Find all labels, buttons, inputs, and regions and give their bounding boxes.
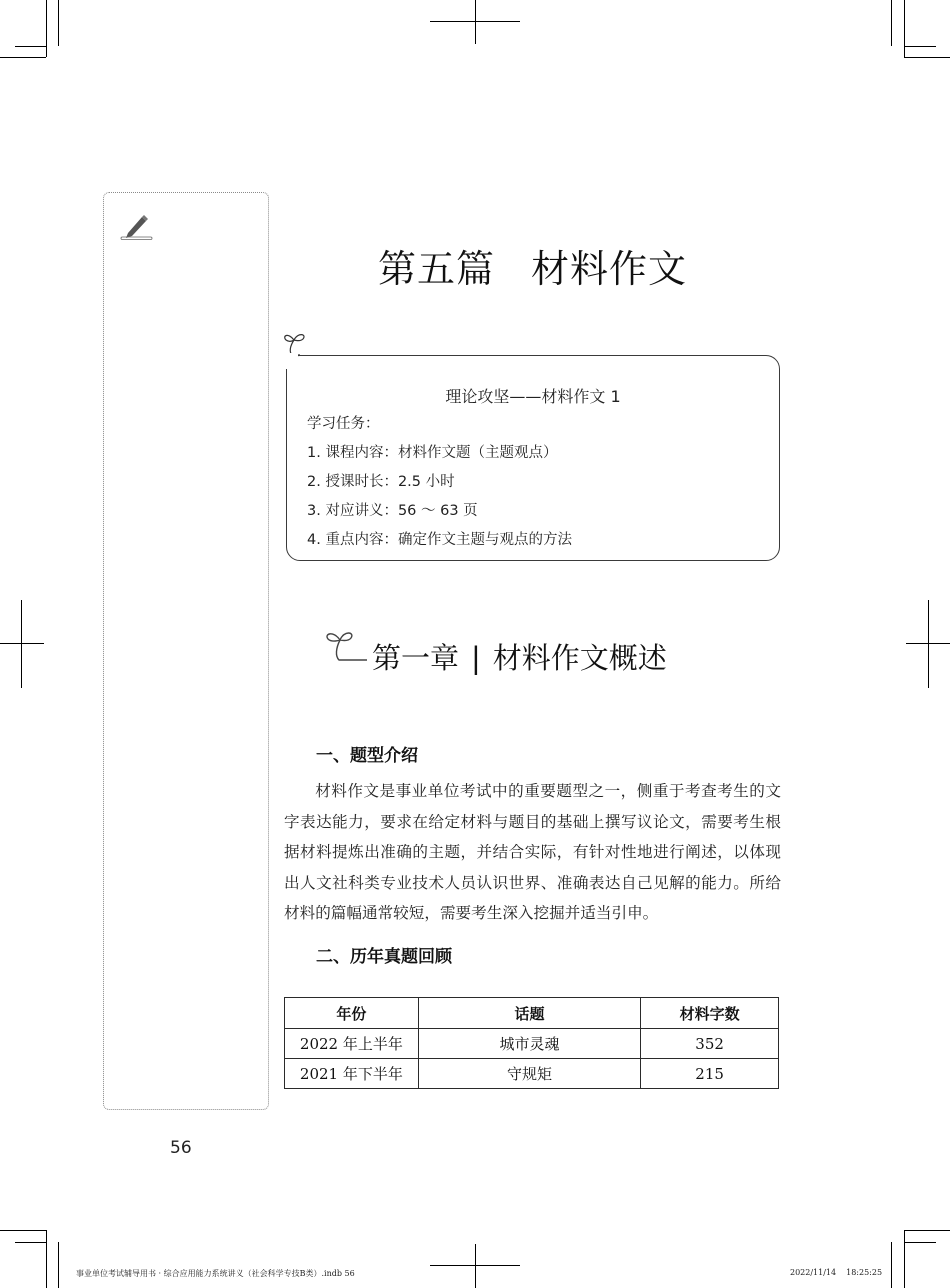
crop-mark: [904, 1230, 905, 1288]
crop-mark: [15, 1242, 46, 1243]
table-header: 材料字数: [641, 998, 779, 1029]
task-heading: 学习任务：: [307, 416, 380, 432]
crop-mark: [0, 57, 46, 58]
crop-mark: [904, 1230, 950, 1231]
registration-mark: [475, 0, 476, 44]
notes-sidebar: [103, 192, 269, 1110]
task-item: 2. 授课时长：2.5 小时: [307, 474, 455, 490]
crop-mark: [15, 46, 46, 47]
part-title: [285, 238, 780, 293]
table-cell: 215: [641, 1059, 779, 1089]
pencil-icon: [120, 211, 154, 241]
crop-mark: [904, 46, 936, 47]
footer-date: 2022/11/14: [790, 1268, 837, 1277]
crop-mark: [904, 1242, 936, 1243]
table-cell: 守规矩: [418, 1059, 640, 1089]
crop-mark: [58, 1242, 59, 1288]
crop-mark: [904, 0, 905, 57]
table-cell: 2021 年下半年: [285, 1059, 419, 1089]
crop-mark: [891, 1242, 892, 1288]
section-heading-intro: 一、题型介绍: [316, 746, 418, 766]
chapter-heading: [372, 636, 667, 677]
task-item: 4. 重点内容：确定作文主题与观点的方法: [307, 532, 572, 548]
part-number: 第五篇: [377, 247, 495, 291]
footer-time: 18:25:25: [846, 1268, 883, 1277]
crop-mark: [46, 1230, 47, 1288]
crop-mark: [46, 0, 47, 57]
part-name: 材料作文: [531, 247, 688, 291]
table-row: [285, 1059, 779, 1089]
sprout-icon: [323, 624, 369, 666]
table-cell: 2022 年上半年: [285, 1029, 419, 1059]
page-number: 56: [170, 1138, 192, 1158]
task-box-title: 理论攻坚——材料作文 1: [445, 387, 621, 406]
crop-mark: [58, 0, 59, 46]
footer-timestamp: [790, 1268, 882, 1277]
learning-task-box: [286, 355, 780, 561]
footer-file-info: 事业单位考试辅导用书 · 综合应用能力系统讲义（社会科学专技B类）.indb 56: [76, 1269, 355, 1278]
task-item: 1. 课程内容：材料作文题（主题观点）: [307, 445, 558, 461]
table-cell: 352: [641, 1029, 779, 1059]
intro-paragraph: 材料作文是事业单位考试中的重要题型之一，侧重于考查考生的文字表达能力，要求在给定材料与题目的基础上撰写议论文，需要考生根据材料提炼出准确的主题，并结合实际，有针对性地进行阐述，以体现出人文社科类专业技术人员认识世界、准确表达自己见解的能力。所给材料的篇幅通常较短，需要考生深入挖掘并适当引申。: [284, 782, 781, 922]
table-row: [285, 1029, 779, 1059]
table-header-row: [285, 998, 779, 1029]
registration-mark: [21, 600, 22, 688]
chapter-title: 材料作文概述: [492, 641, 667, 675]
crop-mark: [891, 0, 892, 46]
chapter-separator: |: [471, 641, 481, 675]
crop-mark: [904, 57, 950, 58]
crop-mark: [0, 1230, 46, 1231]
exam-history-table: [284, 997, 779, 1089]
registration-mark: [928, 600, 929, 688]
task-list: [307, 410, 572, 555]
table-header: 年份: [285, 998, 419, 1029]
registration-mark: [475, 1244, 476, 1288]
task-item: 3. 对应讲义：56 ～ 63 页: [307, 503, 478, 519]
section-heading-review: 二、历年真题回顾: [316, 947, 452, 967]
registration-mark: [0, 643, 44, 644]
table-cell: 城市灵魂: [418, 1029, 640, 1059]
chapter-label: 第一章: [372, 641, 460, 675]
table-header: 话题: [418, 998, 640, 1029]
